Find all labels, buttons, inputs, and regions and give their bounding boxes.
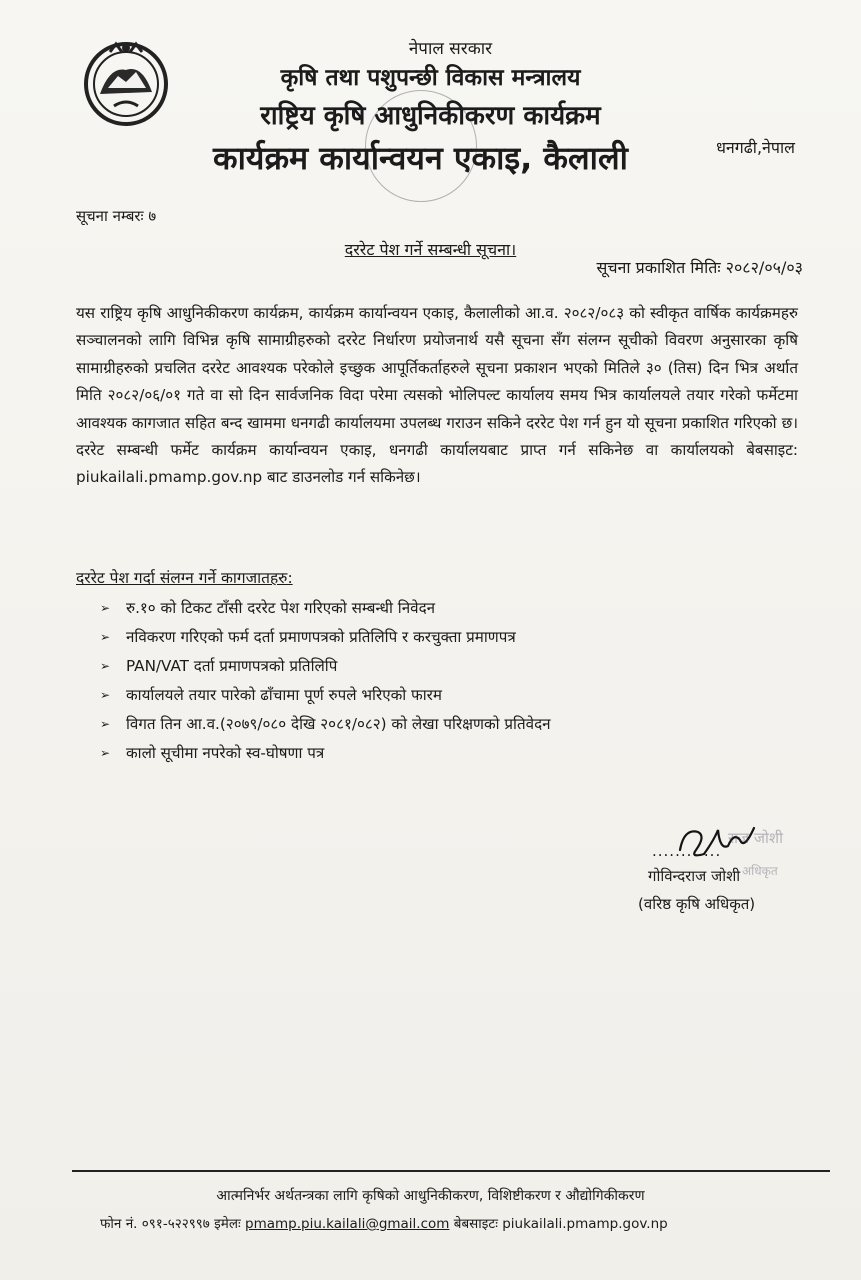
signer-name: गोविन्दराज जोशी bbox=[648, 867, 741, 885]
document-item-label: रु.१० को टिकट टाँसी दररेट पेश गरिएको सम्बन्धी निवेदन bbox=[126, 599, 436, 617]
list-item bbox=[100, 681, 551, 710]
arrow-bullet-icon: ➢ bbox=[100, 746, 111, 760]
footer-slogan: आत्मनिर्भर अर्थतन्त्रका लागि कृषिको आधुनिकीकरण, विशिष्टीकरण र औद्योगिकीकरण bbox=[216, 1188, 645, 1204]
document-item-label: कार्यालयले तयार पारेको ढाँचामा पूर्ण रुपले भरिएको फारम bbox=[126, 686, 442, 704]
footer-website-link[interactable]: piukailali.pmamp.gov.np bbox=[502, 1216, 668, 1232]
document-item-label: कालो सूचीमा नपरेको स्व-घोषणा पत्र bbox=[126, 744, 325, 762]
list-item bbox=[100, 594, 551, 623]
notice-number: सूचना नम्बरः ७ bbox=[76, 207, 157, 225]
documents-list bbox=[100, 594, 551, 768]
unit-name: कार्यक्रम कार्यान्वयन एकाइ, कैलाली bbox=[213, 139, 628, 177]
ministry-name: कृषि तथा पशुपन्छी विकास मन्त्रालय bbox=[280, 65, 581, 91]
document-item-label: विगत तिन आ.व.(२०७९/०८० देखि २०८१/०८२) को लेखा परिक्षणको प्रतिवेदन bbox=[126, 715, 551, 733]
office-location: धनगढी,नेपाल bbox=[716, 138, 795, 157]
footer-contact bbox=[100, 1214, 668, 1232]
arrow-bullet-icon: ➢ bbox=[100, 688, 111, 702]
stamp-text: राज जोशी bbox=[728, 829, 784, 847]
list-item bbox=[100, 652, 551, 681]
list-item bbox=[100, 710, 551, 739]
footer-phone: फोन नं. ०९१-५२२९९७ bbox=[100, 1216, 210, 1232]
government-name: नेपाल सरकार bbox=[408, 39, 493, 59]
list-item bbox=[100, 623, 551, 652]
signature-line: ............ bbox=[652, 842, 722, 860]
document-item-label: PAN/VAT दर्ता प्रमाणपत्रको प्रतिलिपि bbox=[126, 657, 338, 675]
program-name: राष्ट्रिय कृषि आधुनिकीकरण कार्यक्रम bbox=[260, 101, 601, 131]
footer-website-label: बेबसाइटः bbox=[453, 1216, 498, 1232]
document-item-label: नविकरण गरिएको फर्म दर्ता प्रमाणपत्रको प्रतिलिपि र करचुक्ता प्रमाणपत्र bbox=[126, 628, 516, 646]
stamp-text-secondary: अधिकृत bbox=[742, 864, 778, 878]
arrow-bullet-icon: ➢ bbox=[100, 717, 111, 731]
list-item bbox=[100, 739, 551, 768]
footer-divider bbox=[72, 1170, 830, 1172]
documents-heading: दररेट पेश गर्दा संलग्न गर्ने कागजातहरु: bbox=[76, 569, 293, 587]
office-seal-icon bbox=[365, 90, 477, 202]
footer-email-label: इमेलः bbox=[214, 1216, 241, 1232]
arrow-bullet-icon: ➢ bbox=[100, 659, 111, 673]
signer-title: (वरिष्ठ कृषि अधिकृत) bbox=[638, 895, 756, 913]
notice-subject: दररेट पेश गर्ने सम्बन्धी सूचना। bbox=[344, 240, 517, 259]
arrow-bullet-icon: ➢ bbox=[100, 630, 111, 644]
footer-email-link[interactable]: pmamp.piu.kailali@gmail.com bbox=[245, 1216, 450, 1232]
arrow-bullet-icon: ➢ bbox=[100, 601, 111, 615]
published-date: सूचना प्रकाशित मितिः २०८२/०५/०३ bbox=[596, 258, 803, 277]
notice-body: यस राष्ट्रिय कृषि आधुनिकीकरण कार्यक्रम, कार्यक्रम कार्यान्वयन एकाइ, कैलालीको आ.व. २०८२/०८३ को स्वीकृत वार्षिक कार्यक्रमहरु सञ्चालनको लागि विभिन्न कृषि सामाग्रीहरुको दररेट निर्धारण प्रयोजनार्थ यसै सूचना सँग संलग्न सूचीको विवरण अनुसारका कृषि सामाग्रीहरुको प्रचलित दररेट आवश्यक परेकोले इच्छुक आपूर्तिकर्ताहरुले सूचना प्रकाशन भएको मितिले ३० (तिस) दिन भित्र अर्थात मिति २०८२/०६/०१ गते वा सो दिन सार्वजनिक विदा परेमा त्यसको भोलिपल्ट कार्यालय समय भित्र कार्यालयले तयार गरेको फर्मेटमा आवश्यक कागजात सहित बन्द खाममा धनगढी कार्यालयमा उपलब्ध गराउन सकिने दररेट पेश गर्न हुन यो सूचना प्रकाशित गरिएको छ। दररेट सम्बन्धी फर्मेट कार्यक्रम कार्यान्वयन एकाइ, धनगढी कार्यालयबाट प्राप्त गर्न सकिनेछ वा कार्यालयको बेबसाइट: piukailali.pmamp.gov.np बाट डाउनलोड गर्न सकिनेछ। bbox=[76, 304, 798, 487]
